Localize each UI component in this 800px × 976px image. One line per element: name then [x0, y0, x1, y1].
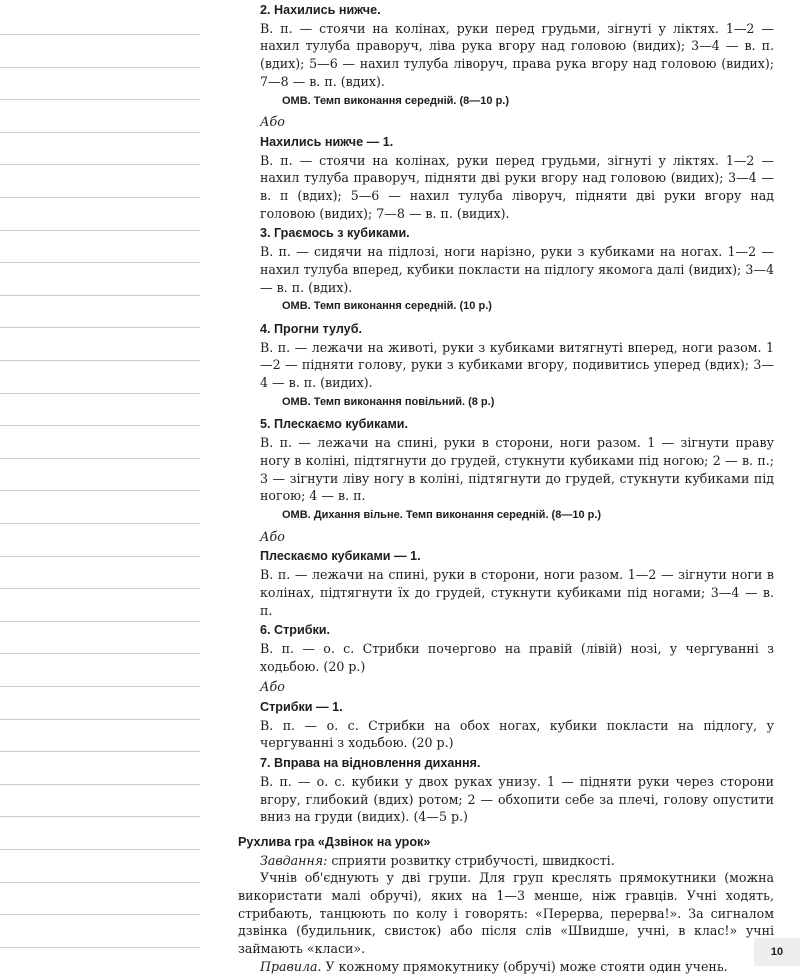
- exercise-title: 3. Граємось з кубиками.: [260, 226, 410, 241]
- exercise-3: [238, 225, 774, 316]
- exercise-note: ОМВ. Дихання вільне. Темп виконання середній. (8—10 р.): [282, 508, 602, 521]
- margin-rule: [0, 849, 200, 850]
- margin-rule: [0, 164, 200, 165]
- margin-rule: [0, 947, 200, 948]
- margin-rule: [0, 914, 200, 915]
- margin-rule: [0, 132, 200, 133]
- margin-rule: [0, 523, 200, 524]
- exercise-title: Стрибки — 1.: [260, 700, 343, 715]
- margin-rule: [0, 816, 200, 817]
- margin-rule: [0, 360, 200, 361]
- rules-label: Правила.: [260, 958, 322, 974]
- margin-rule: [0, 686, 200, 687]
- exercise-7: [238, 755, 774, 826]
- exercise-text: В. п. — стоячи на колінах, руки перед грудьми, зігнуті у ліктях. 1—2 — нахил тулуба праворуч, ліва рука вгору над головою (видих); 3—4 — в. п. (вдих); 5—6 — нахил тулуба ліворуч, права рука вгору над головою (видих); 7—8 — в. п. (вдих).: [260, 20, 774, 89]
- margin-rule: [0, 34, 200, 35]
- margin-rule: [0, 556, 200, 557]
- margin-rule: [0, 784, 200, 785]
- margin-rule: [0, 751, 200, 752]
- margin-rule: [0, 621, 200, 622]
- exercise-title: 5. Плескаємо кубиками.: [260, 417, 409, 432]
- margin-rule: [0, 393, 200, 394]
- game-rules: [238, 958, 774, 976]
- margin-rule: [0, 67, 200, 68]
- exercise-text: В. п. — лежачи на животі, руки з кубиками витягнуті вперед, ноги разом. 1—2 — підняти голову, руки з кубиками вгору, подивитись уперед (вдих); 3—4 — в. п. (видих).: [260, 339, 774, 391]
- exercise-title: 6. Стрибки.: [260, 623, 331, 638]
- exercise-title: Плескаємо кубиками — 1.: [260, 549, 421, 564]
- task-text: сприяти розвитку стрибучості, швидкості.: [327, 852, 615, 868]
- exercise-title: 7. Вправа на відновлення дихання.: [260, 756, 481, 771]
- exercise-text: В. п. — лежачи на спині, руки в сторони, ноги разом. 1 — зігнути праву ногу в коліні, підтягнути до грудей, стукнути кубиками під ногою; 2 — в. п.; 3 — зігнути ліву ногу в коліні, підтягнути до грудей, стукнути кубиками під ногою; 4 — в. п.: [260, 435, 774, 504]
- exercise-text: В. п. — стоячи на колінах, руки перед грудьми, зігнуті у ліктях. 1—2 — нахил тулуба праворуч, підняти дві руки вгору над головою (видих); 3—4 — в. п (вдих); 5—6 — нахил тулуба ліворуч, підняти дві руки вгору над головою (видих); 7—8 — в. п. (видих).: [260, 152, 774, 221]
- margin-rule: [0, 197, 200, 198]
- rules-text: У кожному прямокутнику (обручі) може стояти один учень.: [321, 958, 728, 974]
- margin-rule: [0, 719, 200, 720]
- exercise-note: ОМВ. Темп виконання середній. (8—10 р.): [282, 94, 510, 107]
- margin-rule: [0, 99, 200, 100]
- exercise-6-alt: [238, 699, 774, 752]
- exercise-text: В. п. — о. с. кубики у двох руках унизу. 1 — підняти руки через сторони вгору, глибокий (вдих) ротом; 2 — обхопити себе за плечі, голову опустити вниз на груди (видих). (4—5 р.): [260, 773, 774, 825]
- task-label: Завдання:: [260, 852, 328, 868]
- notes-margin: [0, 0, 200, 966]
- game-title: Рухлива гра «Дзвінок на урок»: [238, 834, 431, 849]
- alternative-label: Або: [260, 679, 285, 695]
- exercise-note: ОМВ. Темп виконання середній. (10 р.): [282, 300, 492, 313]
- game-body: Учнів об'єднують у дві групи. Для груп креслять прямокутники (можна використати малі обручі), яких на 1—3 менше, ніж гравців. Учні ходять, стрибають, танцюють по колу і говорять: «Перерва, перерва!». За сигналом дзвінка (будильник, свисток) або після слів «Швидше, учні, в клас!» учні займають «класи».: [238, 870, 774, 957]
- exercise-text: В. п. — сидячи на підлозі, ноги нарізно, руки з кубиками на ногах. 1—2 — нахил тулуба вперед, кубики покласти на підлогу якомога далі (видих); 3—4 — в. п. (вдих).: [260, 244, 774, 295]
- exercise-text: В. п. — лежачи на спині, руки в сторони, ноги разом. 1—2 — зігнути ноги в колінах, підтягнути їх до грудей, стукнути кубиками під ногами; 3—4 — в. п.: [260, 567, 774, 618]
- margin-rule: [0, 295, 200, 296]
- margin-rule: [0, 230, 200, 231]
- exercise-6: [238, 622, 774, 675]
- margin-rule: [0, 653, 200, 654]
- margin-rule: [0, 458, 200, 459]
- exercise-4: [238, 321, 774, 412]
- exercise-2-alt: [238, 134, 774, 223]
- exercise-text: В. п. — о. с. Стрибки на обох ногах, кубики покласти на підлогу, у чергуванні з ходьбою. (20 р.): [260, 717, 774, 751]
- margin-rule: [0, 588, 200, 589]
- alternative-label: Або: [260, 114, 285, 130]
- exercise-content: [238, 2, 774, 976]
- margin-rule: [0, 262, 200, 263]
- exercise-text: В. п. — о. с. Стрибки почергово на правій (лівій) нозі, у чергуванні з ходьбою. (20 р.): [260, 640, 774, 674]
- exercise-5: [238, 416, 774, 524]
- exercise-5-alt: [238, 548, 774, 619]
- margin-rule: [0, 327, 200, 328]
- margin-rule: [0, 882, 200, 883]
- game-section: [238, 834, 774, 976]
- alternative-label: Або: [260, 528, 285, 544]
- exercise-2: [238, 2, 774, 110]
- margin-rule: [0, 490, 200, 491]
- exercise-title: 4. Прогни тулуб.: [260, 321, 362, 336]
- exercise-note: ОМВ. Темп виконання повільний. (8 р.): [282, 395, 495, 408]
- exercise-title: 2. Нахились нижче.: [260, 3, 381, 17]
- page-number: 10: [754, 938, 800, 966]
- margin-rule: [0, 425, 200, 426]
- game-task: [238, 852, 774, 870]
- exercise-title: Нахились нижче — 1.: [260, 134, 394, 149]
